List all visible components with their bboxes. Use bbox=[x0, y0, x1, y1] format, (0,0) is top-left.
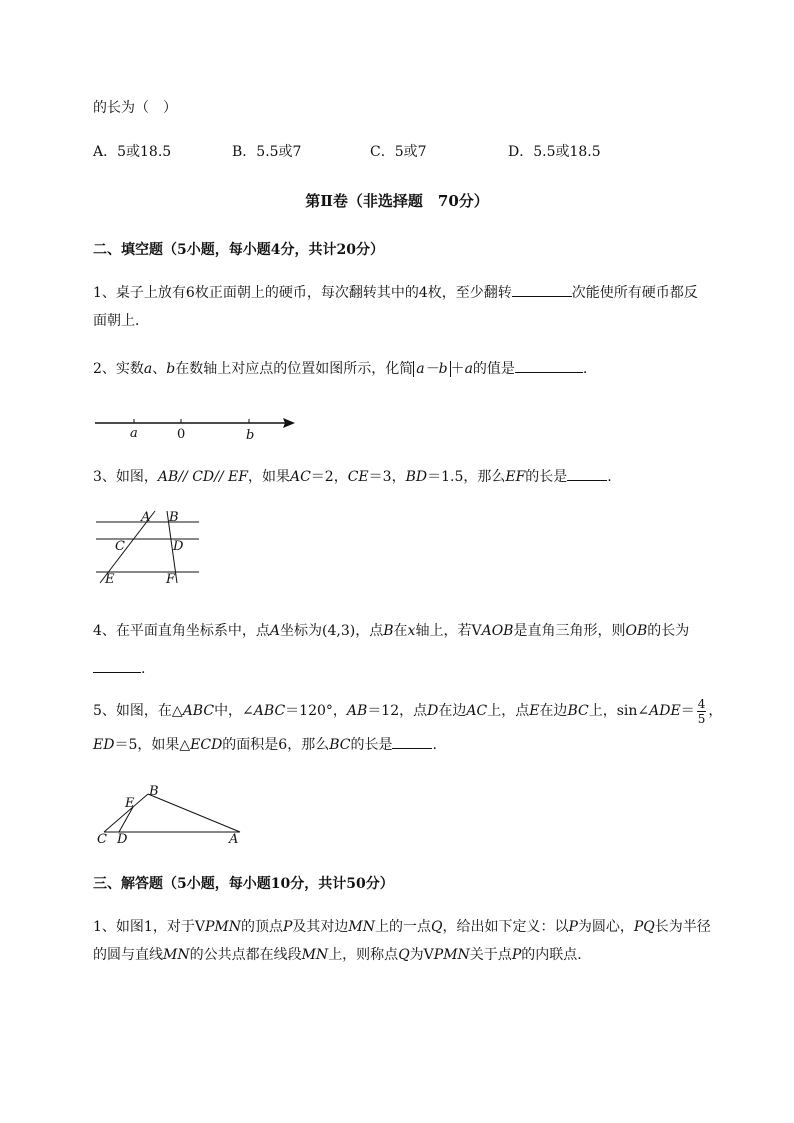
label-B: B bbox=[169, 510, 179, 525]
label-0: 0 bbox=[177, 427, 186, 442]
p1-text: 上的一点 bbox=[374, 919, 431, 935]
q3-end: . bbox=[607, 469, 612, 485]
p1-text: 长为半径 bbox=[654, 919, 711, 935]
q2-text: 、 bbox=[152, 361, 167, 377]
q2-end: . bbox=[582, 361, 588, 377]
option-b[interactable]: B．5.5或7 bbox=[232, 144, 302, 160]
p1-text: 的内联点. bbox=[521, 947, 582, 963]
q4-x: x bbox=[407, 623, 416, 639]
label-A: A bbox=[141, 510, 151, 525]
label-D: D bbox=[173, 539, 184, 554]
q5-e: E bbox=[529, 703, 540, 719]
q3-text: ＝2， bbox=[310, 469, 348, 485]
question-5 bbox=[93, 694, 733, 762]
parallel-lines-figure bbox=[93, 505, 205, 587]
q5-bc2: BC bbox=[329, 737, 351, 753]
q1-text-c: 面朝上． bbox=[93, 313, 149, 329]
q4-answer-blank[interactable] bbox=[93, 658, 141, 673]
label-D: D bbox=[117, 832, 128, 847]
question-fragment: 的长为（ ） bbox=[93, 100, 177, 116]
q2-answer-blank[interactable] bbox=[515, 358, 583, 373]
q4-point-b: B bbox=[383, 623, 394, 639]
question-4 bbox=[93, 612, 773, 688]
q5-ac: AC bbox=[466, 703, 488, 719]
p1-pq: PQ bbox=[633, 919, 655, 935]
q4-ob: OB bbox=[625, 623, 648, 639]
q3-ef: EF bbox=[505, 469, 526, 485]
p1-text: 的顶点 bbox=[240, 919, 283, 935]
q3-text: 3、如图， bbox=[93, 469, 158, 485]
q1-answer-blank[interactable] bbox=[512, 282, 572, 297]
q3-text: 的长是 bbox=[525, 469, 568, 485]
p1-mn: MN bbox=[301, 947, 329, 963]
q3-answer-blank[interactable] bbox=[567, 466, 607, 481]
p1-text: ，给出如下定义：以 bbox=[442, 919, 569, 935]
number-line-figure bbox=[93, 408, 298, 444]
q5-ecd: ECD bbox=[190, 737, 223, 753]
option-d[interactable]: D．5.5或18.5 bbox=[508, 144, 601, 160]
q5-text: 中，∠ bbox=[214, 703, 254, 719]
p1-q: Q bbox=[430, 919, 443, 935]
p1-q: Q bbox=[398, 947, 410, 963]
q5-end: . bbox=[432, 737, 437, 753]
q3-text: ，如果 bbox=[247, 469, 290, 485]
q5-text: 在边 bbox=[438, 703, 467, 719]
q2-expr-a: a bbox=[464, 361, 473, 377]
label-b: b bbox=[246, 428, 255, 443]
question-3 bbox=[93, 466, 612, 487]
q5-ade: ADE bbox=[649, 703, 681, 719]
q4-text: 轴上，若V bbox=[415, 623, 482, 639]
q2-expr-plus: ＋ bbox=[450, 361, 465, 377]
p1-p: P bbox=[511, 947, 522, 963]
label-C: C bbox=[97, 832, 107, 847]
question-1 bbox=[93, 279, 773, 335]
q5-ab: AB bbox=[346, 703, 368, 719]
q5-text: ＝5，如果△ bbox=[114, 737, 191, 753]
p1-text: 为圆心， bbox=[577, 919, 634, 935]
abs-expression bbox=[413, 361, 450, 377]
q4-text: 在 bbox=[393, 623, 408, 639]
option-c[interactable]: C．5或7 bbox=[370, 144, 427, 160]
q2-var-b: b bbox=[166, 361, 176, 377]
q3-parallel: AB// CD// EF bbox=[157, 469, 248, 485]
q5-ed: ED bbox=[93, 737, 115, 753]
q5-text: ＝ bbox=[680, 703, 695, 719]
q5-bc: BC bbox=[567, 703, 589, 719]
q3-bd: BD bbox=[405, 469, 428, 485]
q5-d: D bbox=[427, 703, 439, 719]
q5-text: 上，点 bbox=[487, 703, 530, 719]
q5-text: ＝120°， bbox=[285, 703, 347, 719]
q1-text-a: 1、桌子上放有6枚正面朝上的硬币，每次翻转其中的4枚，至少翻转 bbox=[93, 285, 512, 301]
part-title: 第Ⅱ卷（非选择题 70分） bbox=[305, 192, 489, 210]
q4-point-a: A bbox=[269, 623, 281, 639]
q5-angle-abc: ABC bbox=[253, 703, 286, 719]
option-a[interactable]: A．5或18.5 bbox=[93, 144, 172, 160]
fraction-denominator: 5 bbox=[697, 711, 706, 726]
label-E: E bbox=[125, 796, 135, 811]
side-ba bbox=[148, 794, 240, 832]
q3-text: ＝3， bbox=[368, 469, 406, 485]
problem-1 bbox=[93, 913, 773, 969]
q5-text: 在边 bbox=[539, 703, 568, 719]
p1-mn: MN bbox=[348, 919, 375, 935]
p1-p: P bbox=[282, 919, 293, 935]
q4-text: 是直角三角形，则 bbox=[513, 623, 626, 639]
q3-ac: AC bbox=[289, 469, 311, 485]
q4-end: . bbox=[141, 661, 146, 677]
fraction-four-fifths bbox=[697, 697, 707, 726]
fraction-numerator: 4 bbox=[697, 696, 706, 711]
label-a: a bbox=[130, 426, 138, 441]
q5-text: ， bbox=[708, 703, 723, 719]
label-E: E bbox=[105, 572, 115, 587]
q3-ce: CE bbox=[347, 469, 369, 485]
p1-mn: MN bbox=[163, 947, 190, 963]
label-A: A bbox=[229, 832, 239, 847]
p1-p: P bbox=[568, 919, 578, 935]
q5-text: 的长是 bbox=[350, 737, 393, 753]
q5-answer-blank[interactable] bbox=[392, 734, 432, 749]
label-B: B bbox=[149, 784, 159, 799]
p1-text: 1、如图1，对于V bbox=[93, 919, 205, 935]
q4-aob: AOB bbox=[481, 623, 514, 639]
q5-abc: ABC bbox=[182, 703, 215, 719]
q2-text: 的值是 bbox=[472, 361, 515, 377]
q2-expr-inner: a－b bbox=[416, 361, 448, 377]
q5-text: ＝12，点 bbox=[367, 703, 428, 719]
q4-text: 的长为 bbox=[647, 623, 690, 639]
q5-text: 上，sin∠ bbox=[588, 703, 650, 719]
p1-text: 为V bbox=[409, 947, 434, 963]
p1-text: 关于点 bbox=[469, 947, 512, 963]
p1-text: 的公共点都在线段 bbox=[189, 947, 302, 963]
label-C: C bbox=[115, 539, 125, 554]
section-heading-fill-in: 二、填空题（5小题，每小题4分，共计20分） bbox=[93, 242, 384, 258]
triangle-figure bbox=[93, 780, 248, 848]
q2-text: 2、实数 bbox=[93, 361, 144, 377]
q2-text: 在数轴上对应点的位置如图所示，化简 bbox=[175, 361, 414, 377]
q5-text: 的面积是6，那么 bbox=[222, 737, 330, 753]
q2-var-a: a bbox=[143, 361, 153, 377]
q5-text: 5、如图，在△ bbox=[93, 703, 183, 719]
q4-text: 坐标为(4,3)，点 bbox=[280, 623, 384, 639]
p1-text: 的圆与直线 bbox=[93, 947, 163, 963]
q1-text-b: 次能使所有硬币都反 bbox=[571, 285, 698, 301]
q4-text: 4、在平面直角坐标系中，点 bbox=[93, 623, 270, 639]
p1-text: 上，则称点 bbox=[328, 947, 399, 963]
label-F: F bbox=[166, 572, 176, 587]
p1-text: 及其对边 bbox=[292, 919, 349, 935]
question-2 bbox=[93, 358, 587, 379]
p1-pmn: PMN bbox=[433, 947, 470, 963]
q3-text: ＝1.5，那么 bbox=[427, 469, 506, 485]
section-heading-solution: 三、解答题（5小题，每小题10分，共计50分） bbox=[93, 876, 394, 892]
p1-pmn: PMN bbox=[204, 919, 241, 935]
